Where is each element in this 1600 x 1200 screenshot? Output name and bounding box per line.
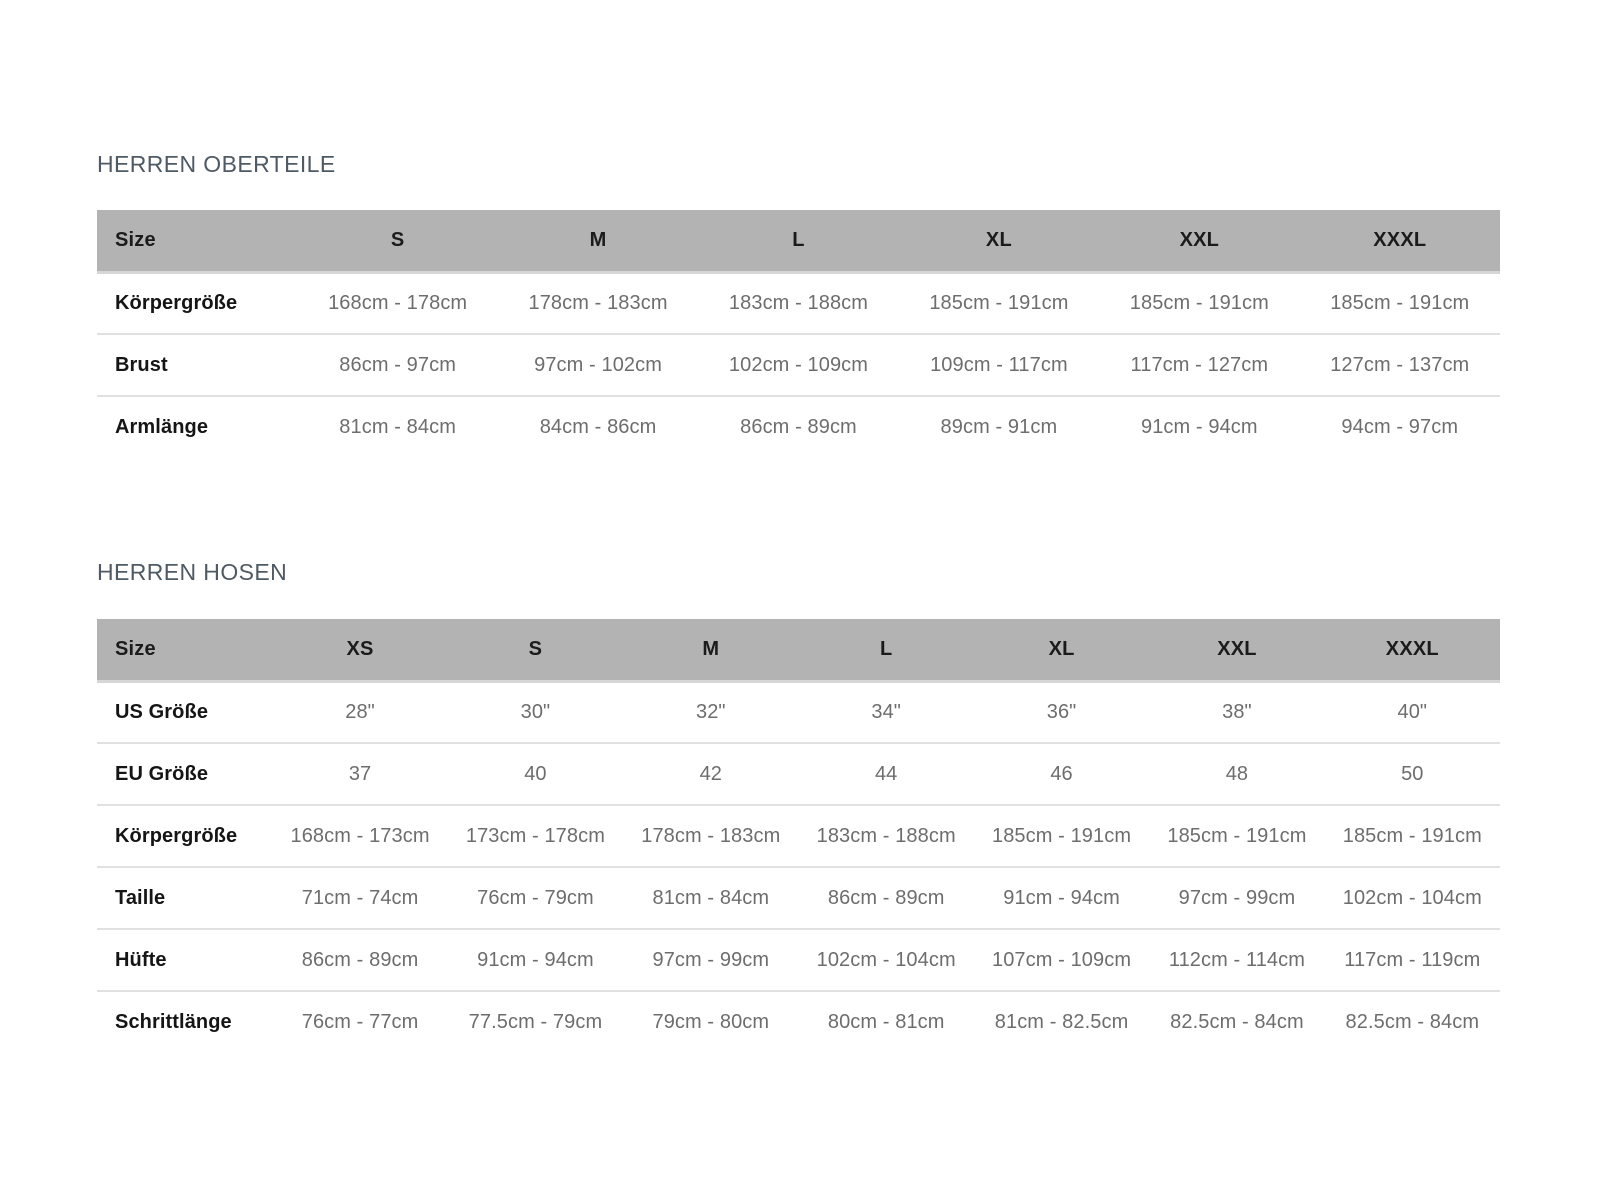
size-value-cell: 112cm - 114cm <box>1149 929 1324 991</box>
column-header-l: L <box>698 210 898 272</box>
size-value-cell: 168cm - 173cm <box>272 805 447 867</box>
size-value-cell: 178cm - 183cm <box>623 805 798 867</box>
size-value-cell: 50 <box>1325 743 1500 805</box>
size-value-cell: 117cm - 127cm <box>1099 334 1299 396</box>
column-header-xxl: XXL <box>1099 210 1299 272</box>
row-label-h-fte: Hüfte <box>97 929 272 991</box>
size-value-cell: 102cm - 109cm <box>698 334 898 396</box>
column-header-xl: XL <box>974 619 1149 681</box>
size-value-cell: 107cm - 109cm <box>974 929 1149 991</box>
size-value-cell: 48 <box>1149 743 1324 805</box>
section-herren-hosen <box>97 560 1500 1053</box>
size-guide-page <box>97 0 1500 1053</box>
size-value-cell: 46 <box>974 743 1149 805</box>
size-value-cell: 28" <box>345 700 375 723</box>
size-value-cell: 89cm - 91cm <box>899 396 1099 458</box>
size-value-cell: 168cm - 178cm <box>328 291 468 314</box>
size-value-cell: 185cm - 191cm <box>974 805 1149 867</box>
measurement-row-arml-nge <box>97 396 1500 458</box>
column-header-xxl: XXL <box>1149 619 1324 681</box>
measurement-row-k-rpergr-e <box>97 272 1500 334</box>
size-value-cell: 185cm - 191cm <box>1129 291 1269 314</box>
column-header-xxxl: XXXL <box>1300 210 1500 272</box>
measurement-row-h-fte <box>97 929 1500 991</box>
size-header-row <box>97 210 1500 272</box>
size-value-cell: 44 <box>799 743 974 805</box>
size-value-cell: 84cm - 86cm <box>498 396 698 458</box>
measurement-row-us-gr-e <box>97 681 1500 743</box>
size-value-cell: 76cm - 77cm <box>272 991 447 1053</box>
section-title-herren-oberteile: HERREN OBERTEILE <box>97 151 336 177</box>
size-value-cell: 76cm - 79cm <box>448 867 623 929</box>
size-value-cell: 86cm - 89cm <box>272 929 447 991</box>
size-table-herren-hosen <box>97 619 1500 1053</box>
size-value-cell: 102cm - 104cm <box>1325 867 1500 929</box>
column-header-size: Size <box>97 619 272 681</box>
column-header-s: S <box>297 210 497 272</box>
row-label-arml-nge: Armlänge <box>97 396 297 458</box>
size-value-cell: 71cm - 74cm <box>272 867 447 929</box>
size-value-cell: 183cm - 188cm <box>728 291 869 314</box>
size-value-cell: 86cm - 89cm <box>698 396 898 458</box>
size-value-cell: 102cm - 104cm <box>799 929 974 991</box>
size-value-cell: 79cm - 80cm <box>623 991 798 1053</box>
size-value-cell: 91cm - 94cm <box>974 867 1149 929</box>
size-value-cell: 82.5cm - 84cm <box>1149 991 1324 1053</box>
size-value-cell: 94cm - 97cm <box>1300 396 1500 458</box>
row-label-taille: Taille <box>97 867 272 929</box>
column-header-size: Size <box>97 210 297 272</box>
size-value-cell: 32" <box>695 700 726 723</box>
column-header-xxxl: XXXL <box>1325 619 1500 681</box>
column-header-l: L <box>799 619 974 681</box>
size-value-cell: 173cm - 178cm <box>448 805 623 867</box>
size-value-cell: 86cm - 97cm <box>297 334 497 396</box>
measurement-row-k-rpergr-e <box>97 805 1500 867</box>
section-herren-oberteile <box>97 152 1500 458</box>
size-value-cell: 82.5cm - 84cm <box>1325 991 1500 1053</box>
row-label-k-rpergr-e: Körpergröße <box>115 291 238 314</box>
size-value-cell: 109cm - 117cm <box>899 334 1099 396</box>
size-value-cell: 34" <box>871 700 902 723</box>
size-value-cell: 185cm - 191cm <box>1325 805 1500 867</box>
row-label-k-rpergr-e: Körpergröße <box>97 805 272 867</box>
size-value-cell: 97cm - 102cm <box>498 334 698 396</box>
size-value-cell: 80cm - 81cm <box>799 991 974 1053</box>
row-label-brust: Brust <box>97 334 297 396</box>
size-value-cell: 91cm - 94cm <box>448 929 623 991</box>
size-value-cell: 185cm - 191cm <box>1330 291 1470 314</box>
column-header-m: M <box>623 619 798 681</box>
size-value-cell: 37 <box>272 743 447 805</box>
row-label-eu-gr-e: EU Größe <box>97 743 272 805</box>
measurement-row-schrittl-nge <box>97 991 1500 1053</box>
size-value-cell: 91cm - 94cm <box>1099 396 1299 458</box>
size-value-cell: 40" <box>1397 700 1428 723</box>
size-value-cell: 36" <box>1046 700 1077 723</box>
column-header-m: M <box>498 210 698 272</box>
size-value-cell: 77.5cm - 79cm <box>448 991 623 1053</box>
size-value-cell: 40 <box>448 743 623 805</box>
column-header-xs: XS <box>272 619 447 681</box>
size-value-cell: 178cm - 183cm <box>528 291 668 314</box>
row-label-schrittl-nge: Schrittlänge <box>97 991 272 1053</box>
size-value-cell: 38" <box>1222 700 1252 723</box>
size-table-herren-oberteile <box>97 210 1500 458</box>
size-value-cell: 97cm - 99cm <box>1149 867 1324 929</box>
size-value-cell: 185cm - 191cm <box>1149 805 1324 867</box>
measurement-row-brust <box>97 334 1500 396</box>
size-value-cell: 81cm - 84cm <box>623 867 798 929</box>
column-header-s: S <box>448 619 623 681</box>
row-label-us-gr-e: US Größe <box>115 700 209 723</box>
size-value-cell: 117cm - 119cm <box>1325 929 1500 991</box>
size-value-cell: 86cm - 89cm <box>799 867 974 929</box>
measurement-row-eu-gr-e <box>97 743 1500 805</box>
size-value-cell: 42 <box>623 743 798 805</box>
column-header-xl: XL <box>899 210 1099 272</box>
size-value-cell: 30" <box>520 700 551 723</box>
size-value-cell: 127cm - 137cm <box>1300 334 1500 396</box>
measurement-row-taille <box>97 867 1500 929</box>
size-header-row <box>97 619 1500 681</box>
size-value-cell: 185cm - 191cm <box>929 291 1069 314</box>
size-value-cell: 81cm - 82.5cm <box>974 991 1149 1053</box>
size-value-cell: 81cm - 84cm <box>297 396 497 458</box>
size-value-cell: 97cm - 99cm <box>623 929 798 991</box>
section-title-herren-hosen: HERREN HOSEN <box>97 559 288 585</box>
size-value-cell: 183cm - 188cm <box>799 805 974 867</box>
